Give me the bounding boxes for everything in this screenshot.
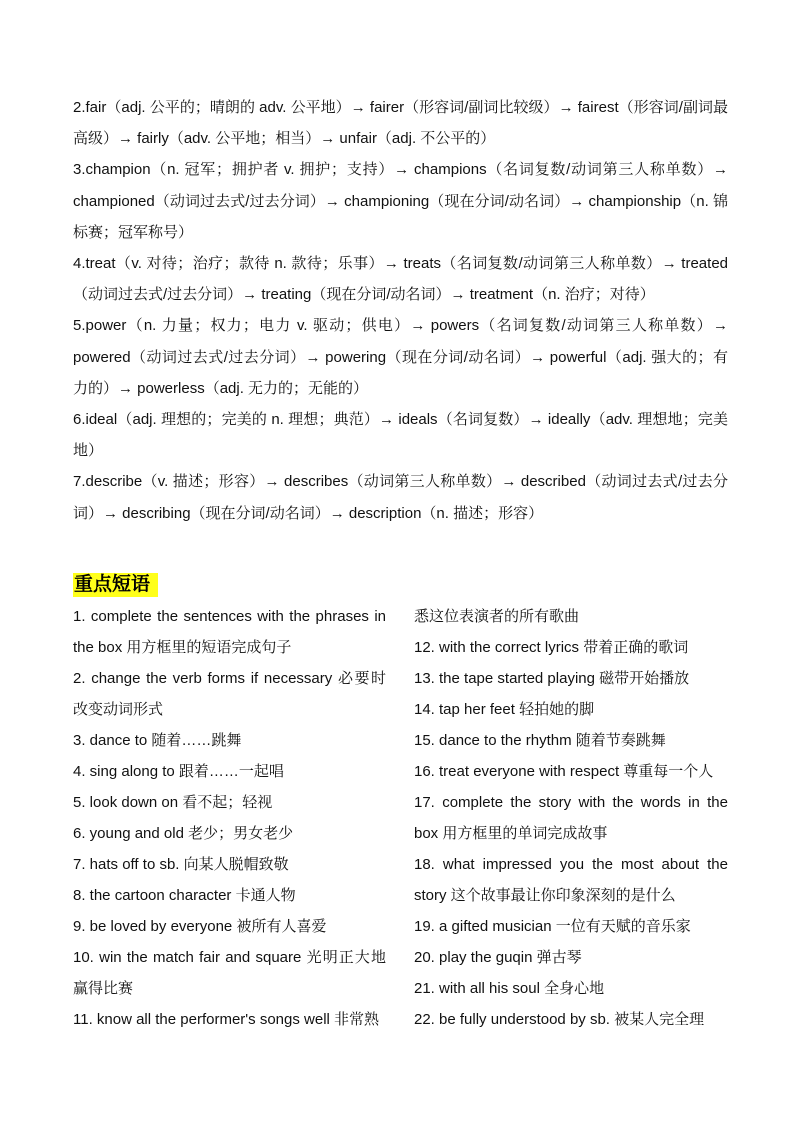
phrase-item: 11. know all the performer's songs well 非常熟 bbox=[73, 1011, 380, 1028]
phrase-item: 3. dance to 随着……跳舞 bbox=[73, 732, 242, 749]
phrase-item: 6. young and old 老少；男女老少 bbox=[73, 825, 294, 842]
phrase-item: 10. win the match fair and square 光明正大地赢得比赛 bbox=[73, 949, 386, 997]
word-entry-power: 5.power（n. 力量；权力；电力 v. 驱动；供电）→ powers（名词复数/动词第三人称单数）→ powered（动词过去式/过去分词）→ powering（现在分词/动名词）→ powerful（adj. 强大的；有力的）→ powerless（adj. 无力的；无能的） bbox=[73, 317, 728, 397]
section-heading: 重点短语 bbox=[73, 573, 158, 597]
phrase-item: 14. tap her feet 轻拍她的脚 bbox=[414, 701, 595, 718]
phrase-item: 17. complete the story with the words in the box 用方框里的单词完成故事 bbox=[414, 794, 728, 842]
phrase-item: 5. look down on 看不起；轻视 bbox=[73, 794, 273, 811]
phrase-item: 19. a gifted musician 一位有天赋的音乐家 bbox=[414, 918, 691, 935]
word-entry-treat: 4.treat（v. 对待；治疗；款待 n. 款待；乐事）→ treats（名词复数/动词第三人称单数）→ treated（动词过去式/过去分词）→ treating（现在分词/动名词）→ treatment（n. 治疗；对待） bbox=[73, 255, 728, 304]
word-entry-ideal: 6.ideal（adj. 理想的；完美的 n. 理想；典范）→ ideals（名词复数）→ ideally（adv. 理想地；完美地） bbox=[73, 411, 728, 460]
phrase-item: 22. be fully understood by sb. 被某人完全理 bbox=[414, 1011, 705, 1028]
phrase-column-left bbox=[73, 601, 386, 1035]
phrase-item: 7. hats off to sb. 向某人脱帽致敬 bbox=[73, 856, 289, 873]
phrase-item: 1. complete the sentences with the phrases in the box 用方框里的短语完成句子 bbox=[73, 608, 386, 656]
phrase-item: 21. with all his soul 全身心地 bbox=[414, 980, 605, 997]
phrase-item-continued: 悉这位表演者的所有歌曲 bbox=[414, 608, 580, 625]
phrase-item: 2. change the verb forms if necessary 必要时改变动词形式 bbox=[73, 670, 386, 718]
phrase-item: 4. sing along to 跟着……一起唱 bbox=[73, 763, 284, 780]
word-entry-describe: 7.describe（v. 描述；形容）→ describes（动词第三人称单数）→ described（动词过去式/过去分词）→ describing（现在分词/动名词）→ description（n. 描述；形容） bbox=[73, 473, 728, 522]
phrase-item: 15. dance to the rhythm 随着节奏跳舞 bbox=[414, 732, 666, 749]
phrase-item: 9. be loved by everyone 被所有人喜爱 bbox=[73, 918, 327, 935]
phrase-item: 13. the tape started playing 磁带开始播放 bbox=[414, 670, 690, 687]
phrase-item: 12. with the correct lyrics 带着正确的歌词 bbox=[414, 639, 689, 656]
phrase-item: 18. what impressed you the most about the story 这个故事最让你印象深刻的是什么 bbox=[414, 856, 728, 904]
phrase-item: 16. treat everyone with respect 尊重每一个人 bbox=[414, 763, 714, 780]
word-entry-fair: 2.fair（adj. 公平的；晴朗的 adv. 公平地）→ fairer（形容词/副词比较级）→ fairest（形容词/副词最高级）→ fairly（adv. 公平地；相当）→ unfair（adj. 不公平的） bbox=[73, 99, 728, 148]
phrase-item: 8. the cartoon character 卡通人物 bbox=[73, 887, 296, 904]
word-entry-champion: 3.champion（n. 冠军；拥护者 v. 拥护；支持）→ champions（名词复数/动词第三人称单数）→ championed（动词过去式/过去分词）→ championing（现在分词/动名词）→ championship（n. 锦标赛；冠军称号） bbox=[73, 161, 728, 241]
phrase-column-right bbox=[414, 601, 728, 1035]
word-family-list bbox=[73, 92, 728, 529]
phrase-item: 20. play the guqin 弹古琴 bbox=[414, 949, 582, 966]
